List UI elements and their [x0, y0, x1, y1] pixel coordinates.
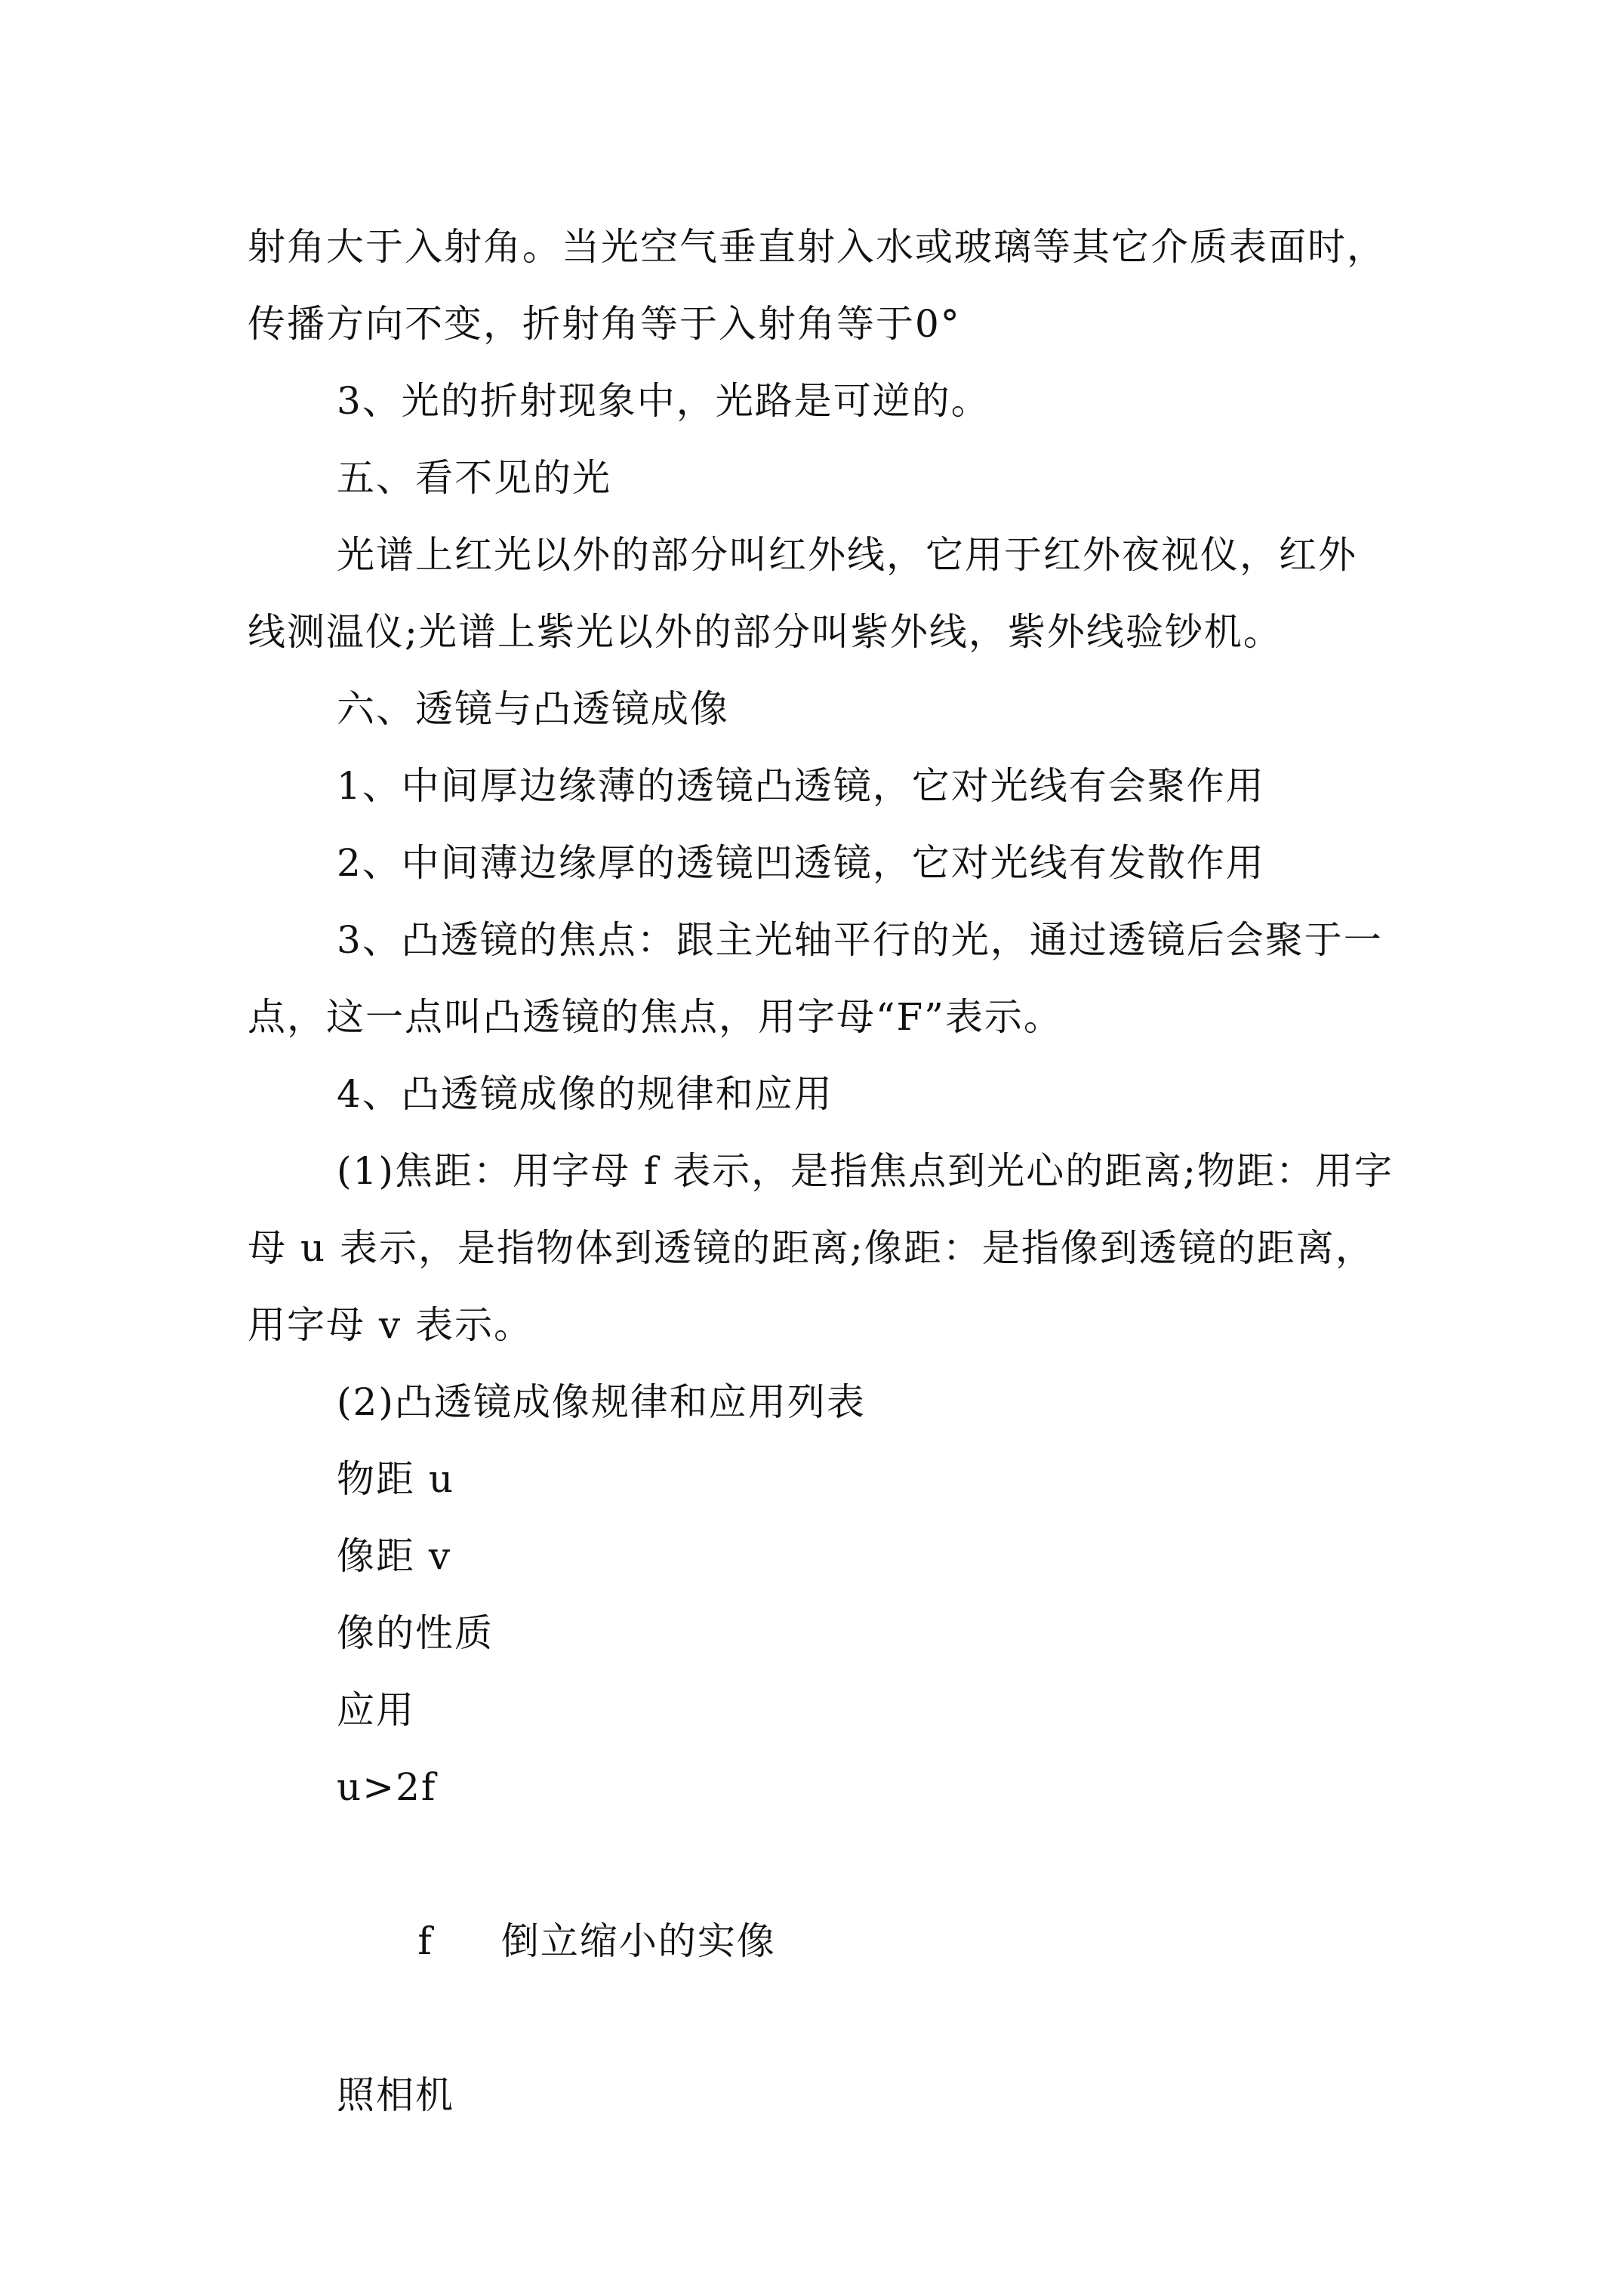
table-row-right-cell: 倒立缩小的实像: [500, 1919, 776, 1963]
paragraph-imaging-rules: 4、凸透镜成像的规律和应用: [337, 1072, 833, 1116]
section-heading-lens-imaging: 六、透镜与凸透镜成像: [337, 687, 729, 731]
paragraph-concave-lens: 2、中间薄边缘厚的透镜凹透镜，它对光线有发散作用: [337, 841, 1265, 885]
table-line: u>2f: [337, 1765, 437, 1809]
document-body: [248, 208, 1395, 2134]
table-line: 像的性质: [337, 1611, 494, 1655]
table-line: 应用: [337, 1688, 415, 1732]
paragraph-infrared-ultraviolet: 光谱上红光以外的部分叫红外线，它用于红外夜视仪，红外线测温仪;光谱上紫光以外的部分叫紫外线，紫外线验钞机。: [248, 533, 1357, 654]
paragraph-refraction-angle: 射角大于入射角。当光空气垂直射入水或玻璃等其它介质表面时，传播方向不变，折射角等于入射角等于0°: [248, 225, 1386, 346]
table-row-left-cell: f: [417, 1919, 433, 1963]
paragraph-focal-distance-definitions: (1)焦距：用字母 f 表示，是指焦点到光心的距离;物距：用字母 u 表示，是指物体到透镜的距离;像距：是指像到透镜的距离，用字母 v 表示。: [248, 1149, 1394, 1347]
paragraph-focal-point: 3、凸透镜的焦点：跟主光轴平行的光，通过透镜后会聚于一点，这一点叫凸透镜的焦点，用字母“F”表示。: [248, 918, 1383, 1039]
section-heading-invisible-light: 五、看不见的光: [337, 456, 611, 500]
table-row-pair: [248, 1826, 1395, 2057]
table-last-line: 照相机: [337, 2073, 454, 2117]
table-line: 物距 u: [337, 1457, 455, 1501]
table-line: 像距 v: [337, 1534, 452, 1578]
paragraph-convex-lens: 1、中间厚边缘薄的透镜凸透镜，它对光线有会聚作用: [337, 764, 1265, 808]
paragraph-rule-table-title: (2)凸透镜成像规律和应用列表: [337, 1380, 866, 1424]
paragraph-reversible-light-path: 3、光的折射现象中，光路是可逆的。: [337, 379, 990, 423]
